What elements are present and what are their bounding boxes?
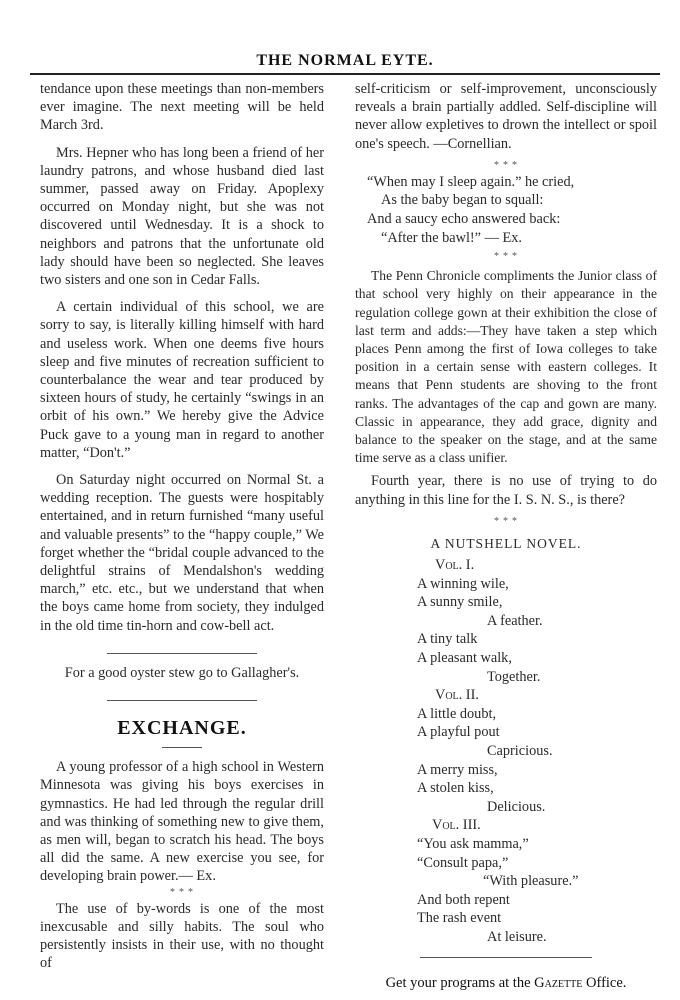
asterism-icon: * * * — [493, 251, 518, 263]
verse-line: A sunny smile, — [417, 594, 503, 611]
paragraph-meeting: tendance upon these meetings than non-members ever imagine. The next meeting will be held March 3rd. — [40, 81, 324, 134]
ad-gazette-name: Gazette — [534, 974, 583, 991]
verse-line: Delicious. — [487, 798, 546, 815]
paragraph-cornellian: self-criticism or self-improvement, unconsciously reveals a brain partially addled. Self-discipline will never allow expletives to drown the intellect or spoil one's speech. —Cornellian. — [355, 81, 657, 152]
left-column — [40, 80, 324, 972]
advertisement-gazette — [355, 974, 657, 992]
header-rule — [30, 73, 660, 75]
verse-line: A stolen kiss, — [417, 780, 494, 797]
right-column — [355, 80, 657, 992]
verse-line: A feather. — [487, 612, 543, 629]
verse-line: A merry miss, — [417, 761, 498, 778]
verse-line: A little doubt, — [417, 705, 497, 722]
verse-line: A pleasant walk, — [417, 650, 512, 666]
poem-line: And a saucy echo answered back: — [367, 211, 561, 227]
novel-volume-1 — [355, 556, 657, 686]
novel-title: A NUTSHELL NOVEL. — [430, 535, 582, 551]
paragraph-hepner: Mrs. Hepner who has long been a friend of her laundry patrons, and whose husband died last summer, passed away on Friday. Apoplexy occurred on Monday night, but she was not discovered until Wednesday. It is a shock to neighbors and patrons that the unfortunate old lady should have been so neglected. She leaves two sisters and one son in Cedar Falls. — [40, 144, 324, 289]
poem-line: “When may I sleep again.” he cried, — [367, 173, 575, 190]
verse-line: Capricious. — [487, 742, 553, 759]
verse-line: “Consult papa,” — [417, 854, 509, 871]
volume-label: Vol. II. — [435, 687, 479, 704]
verse-line: A winning wile, — [417, 575, 509, 592]
poem-line: As the baby began to squall: — [381, 192, 544, 209]
verse-line: Together. — [487, 668, 541, 685]
section-divider — [107, 700, 257, 701]
paragraph-professor: A young professor of a high school in Western Minnesota was giving his boys exercises in gymnastics. He had led through the regular drill and was thinking of something new to give them, as men will, began to scratch his head. The boys all did the same. A new exercise you see, for developing brain power.— Ex. — [40, 759, 324, 885]
volume-label: Vol. I. — [435, 557, 475, 574]
verse-line: The rash event — [417, 910, 502, 927]
asterism-icon: * * * — [493, 159, 518, 171]
page-header-title: THE NORMAL EYTE. — [256, 52, 434, 69]
verse-line: And both repent — [417, 891, 510, 908]
paragraph-wedding: On Saturday night occurred on Normal St. a wedding reception. The guests were hospitably entertained, and in return furnished “many useful and valuable presents” to the “happy couple,” We forget whether the “bridal couple advanced to the delightful strains of Mendalshon's wedding march,” etc. etc., but we understand that when the boys came home from society, they indulged in the old time tin-horn and cow-bell act. — [40, 472, 324, 634]
paragraph-penn-chronicle: The Penn Chronicle compliments the Junior class of that school very highly on their appearance in the regulation college gown at their exhibition the close of last term and adds:—They have taken a step which places Penn among the first of Iowa colleges to take position in a certain sense with eastern colleges. It means that Penn students are shoving to the front ranks. The advantages of the cap and gown are many. Classic in appearance, they add grace, dignity and balance to the speaker on the stage, and at the same time serve as a class unifier. — [355, 268, 657, 466]
ad-text: Get your programs at the — [385, 974, 535, 991]
verse-line: A playful pout — [417, 724, 500, 741]
volume-label: Vol. III. — [432, 817, 481, 834]
poem-bawl — [355, 173, 657, 247]
asterism-icon: * * * — [493, 515, 518, 527]
novel-volume-3 — [355, 816, 657, 946]
verse-line: “With pleasure.” — [483, 873, 579, 890]
asterism-icon: * * * — [169, 886, 194, 898]
paragraph-bywords: The use of by-words is one of the most inexcusable and silly habits. The soul who persistently insists in their use, with no thought of — [40, 900, 324, 972]
verse-line: A tiny talk — [417, 631, 478, 648]
ad-text: Office. — [582, 974, 627, 991]
section-title-exchange: EXCHANGE. — [117, 717, 247, 740]
novel-volume-2 — [355, 686, 657, 816]
verse-line: “You ask mamma,” — [417, 835, 529, 852]
poem-line: “After the bawl!” — Ex. — [381, 229, 522, 246]
paragraph-individual: A certain individual of this school, we are sorry to say, is literally killing himself with hard and useless work. When one deems five hours sleep and five minutes of recreation sufficient to counterbalance the wear and tear produced by sixteen hours of study, he certainly “swings in an orbit of his own.” We hereby give the Advice Puck gave to a young man in regard to another matter, “Don't.” — [40, 299, 324, 461]
advertisement-oyster: For a good oyster stew go to Gallagher's. — [64, 664, 300, 681]
paragraph-fourth-year: Fourth year, there is no use of trying to do anything in this line for the I. S. N. S., is there? — [355, 473, 657, 508]
verse-line: At leisure. — [487, 928, 547, 945]
